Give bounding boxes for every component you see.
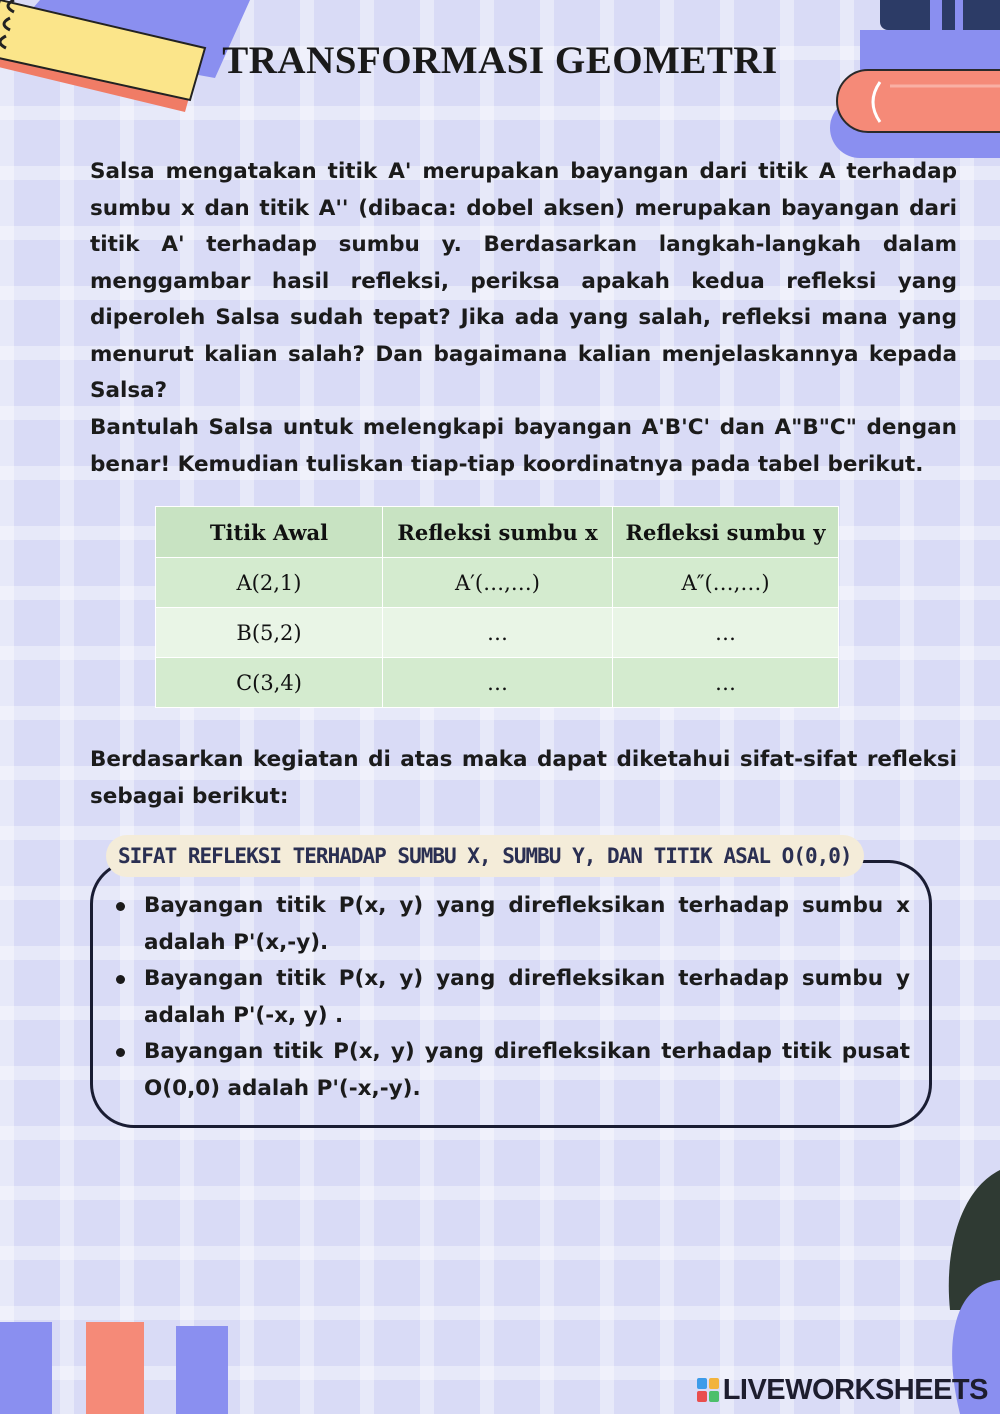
brand-text: LIVEWORKSHEETS xyxy=(722,1374,988,1406)
liveworksheets-brand[interactable] xyxy=(697,1372,988,1408)
cell-initial-point: B(5,2) xyxy=(156,608,383,658)
property-text: Bayangan titik P(x, y) yang direfleksikan terhadap sumbu x adalah P'(x,-y). xyxy=(144,893,910,955)
bullet-icon xyxy=(116,975,125,984)
instruction-paragraph: Bantulah Salsa untuk melengkapi bayangan A'B'C' dan A"B"C" dengan benar! Kemudian tuliskan tiap-tiap koordinatnya pada tabel berikut. xyxy=(90,415,957,477)
table-row xyxy=(156,658,839,708)
books-illustration xyxy=(820,0,1000,170)
pillars-illustration xyxy=(0,1322,240,1414)
cell-reflection-y[interactable]: … xyxy=(613,608,839,658)
cell-reflection-x[interactable]: … xyxy=(383,608,613,658)
list-item xyxy=(112,961,910,1034)
bullet-icon xyxy=(116,902,125,911)
table-header-row xyxy=(156,507,839,558)
cell-reflection-x[interactable]: A′(…,…) xyxy=(383,558,613,608)
cell-initial-point: C(3,4) xyxy=(156,658,383,708)
table-row xyxy=(156,608,839,658)
properties-list xyxy=(112,888,910,1107)
bullet-icon xyxy=(116,1048,125,1057)
cell-reflection-y[interactable]: A″(…,…) xyxy=(613,558,839,608)
header-refleksi-x: Refleksi sumbu x xyxy=(383,507,613,558)
table-row xyxy=(156,558,839,608)
cell-initial-point: A(2,1) xyxy=(156,558,383,608)
conclusion-paragraph: Berdasarkan kegiatan di atas maka dapat diketahui sifat-sifat refleksi sebagai berikut: xyxy=(90,747,957,809)
cell-reflection-y[interactable]: … xyxy=(613,658,839,708)
property-text: Bayangan titik P(x, y) yang direfleksikan terhadap titik pusat O(0,0) adalah P'(-x,-y). xyxy=(144,1039,910,1101)
intro-paragraph: Salsa mengatakan titik A' merupakan bayangan dari titik A terhadap sumbu x dan titik A'' (dibaca: dobel aksen) merupakan bayangan dari titik A' terhadap sumbu y. Berdasarkan langkah-langkah dalam menggambar hasil refleksi, periksa apakah kedua refleksi yang diperoleh Salsa sudah tepat? Jika ada yang salah, refleksi mana yang menurut kalian salah? Dan bagaimana kalian menjelaskannya kepada Salsa? xyxy=(90,159,957,403)
list-item xyxy=(112,888,910,961)
reflection-table xyxy=(155,506,839,708)
page-title: TRANSFORMASI GEOMETRI xyxy=(222,39,778,82)
header-titik-awal: Titik Awal xyxy=(156,507,383,558)
list-item xyxy=(112,1034,910,1107)
cell-reflection-x[interactable]: … xyxy=(383,658,613,708)
liveworksheets-logo-icon xyxy=(697,1378,719,1402)
property-text: Bayangan titik P(x, y) yang direfleksikan terhadap sumbu y adalah P'(-x, y) . xyxy=(144,966,910,1028)
header-refleksi-y: Refleksi sumbu y xyxy=(613,507,839,558)
properties-label: SIFAT REFLEKSI TERHADAP SUMBU X, SUMBU Y, DAN TITIK ASAL O(0,0) xyxy=(106,835,864,877)
